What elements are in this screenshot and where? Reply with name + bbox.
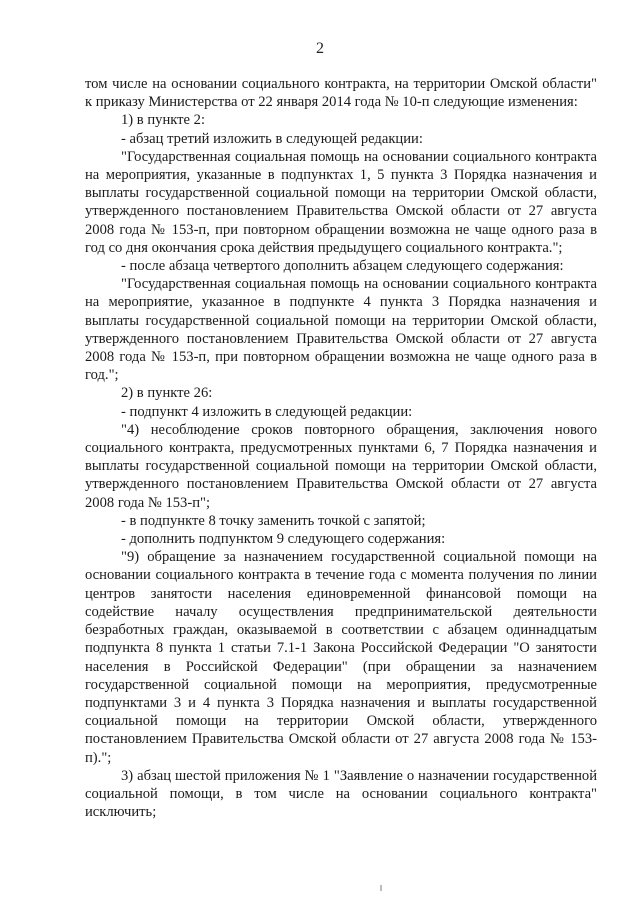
paragraph: "9) обращение за назначением государственной социальной помощи на основании социального контракта в течение года с момента получения по линии центров занятости населения единовременной финансовой помощи на содействие началу осуществления предпринимательской деятельности безработных граждан, оказываемой в соответствии с абзацем одиннадцатым подпункта 8 пункта 1 статьи 7.1-1 Закона Российской Федерации "О занятости населения в Российской Федерации" (при обращении за назначением государственной социальной помощи на мероприятия, предусмотренные подпунктами 3 и 4 пункта 3 Порядка назначения и выплаты государственной социальной помощи на территории Омской области, утвержденного постановлением Правительства Омской области от 27 августа 2008 года № 153-п).";: [85, 549, 597, 766]
paragraph: - подпункт 4 изложить в следующей редакции:: [121, 403, 413, 420]
paragraph: 2) в пункте 26:: [121, 385, 213, 402]
scan-mark: [380, 885, 382, 891]
paragraph: - в подпункте 8 точку заменить точкой с запятой;: [121, 512, 426, 529]
paragraph: "Государственная социальная помощь на основании социального контракта на мероприятие, указанное в подпункте 4 пункта 3 Порядка назначения и выплаты государственной социальной помощи на территории Омской области, утвержденного постановлением Правительства Омской области от 27 августа 2008 года № 153-п, при повторном обращении возможна не чаще одного раза в год.";: [85, 276, 597, 384]
paragraph: 3) абзац шестой приложения № 1 "Заявление о назначении государственной социальной помощи, в том числе на основании социального контракта" исключить;: [85, 767, 597, 821]
paragraph: "4) несоблюдение сроков повторного обращения, заключения нового социального контракта, предусмотренных пунктами 6, 7 Порядка назначения и выплаты государственной социальной помощи на территории Омской области, утвержденного постановлением Правительства Омской области от 27 августа 2008 года № 153-п";: [85, 421, 597, 511]
paragraph: - после абзаца четвертого дополнить абзацем следующего содержания:: [121, 258, 564, 275]
document-body: [85, 75, 597, 821]
paragraph: "Государственная социальная помощь на основании социального контракта на мероприятия, указанные в подпунктах 1, 5 пункта 3 Порядка назначения и выплаты государственной социальной помощи на территории Омской области, утвержденного постановлением Правительства Омской области от 27 августа 2008 года № 153-п, при повторном обращении возможна не чаще одного раза в год со дня окончания срока действия предыдущего социального контракта.";: [85, 148, 597, 256]
paragraph: - абзац третий изложить в следующей редакции:: [121, 130, 423, 147]
paragraph: том числе на основании социального контракта, на территории Омской области" к приказу Министерства от 22 января 2014 года № 10-п следующие изменения:: [85, 76, 597, 111]
paragraph: - дополнить подпунктом 9 следующего содержания:: [121, 531, 446, 548]
paragraph: 1) в пункте 2:: [121, 112, 206, 129]
page-number: 2: [316, 40, 324, 57]
